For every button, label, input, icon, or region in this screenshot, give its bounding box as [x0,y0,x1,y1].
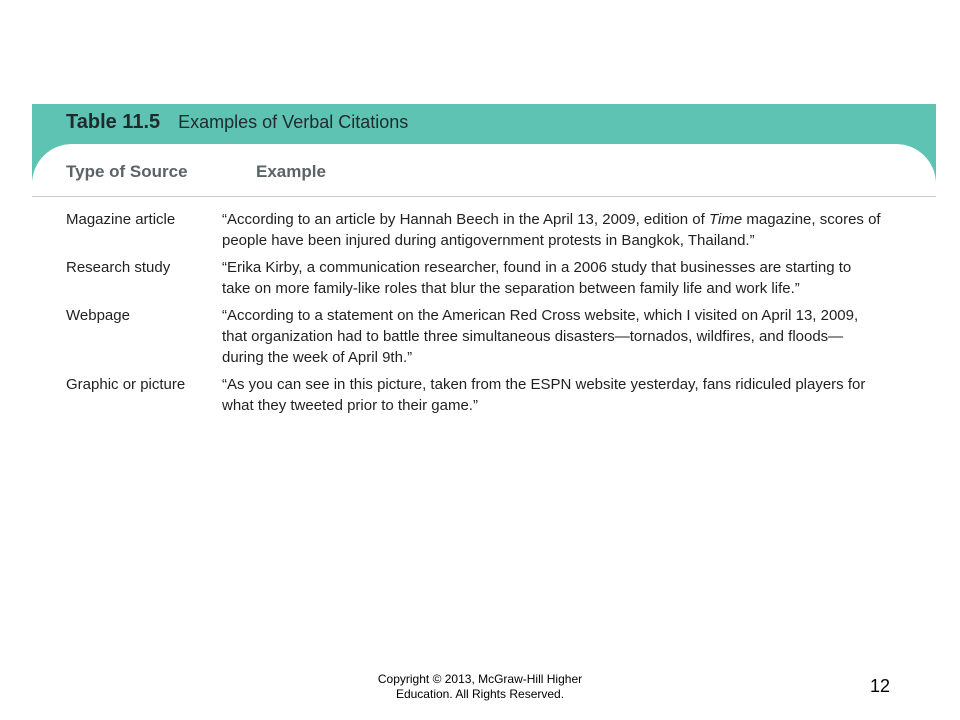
copyright-line: Copyright © 2013, McGraw-Hill Higher [377,672,583,686]
column-header-example: Example [256,162,326,181]
table-number: Table 11.5 [66,111,161,133]
column-header-type: Type of Source [66,162,188,181]
source-type-cell: Graphic or picture [66,376,186,393]
page-number: 12 [870,676,891,696]
example-cell [222,209,882,251]
example-italic-text: Time [708,211,743,228]
table-caption: Examples of Verbal Citations [178,112,409,132]
table-title [66,111,408,141]
table-row [32,374,936,416]
table-row [32,305,936,368]
source-type-cell: Magazine article [66,211,176,228]
source-type-cell: Research study [66,259,171,276]
copyright-notice [330,672,630,702]
table-row [32,209,936,251]
table-body [32,209,936,422]
example-text: “According to an article by Hannah Beech in the April 13, 2009, edition of [222,211,709,228]
example-cell: “According to a statement on the American Red Cross website, which I visited on April 13, 2009, that organization had to battle three simultaneous disasters—tornados, wildfires, and floods—during the week of April 9th.” [222,307,859,366]
example-text: magazine, scores of people have been injured during antigovernment protests in Bangkok, Thailand.” [222,211,881,249]
example-cell: “As you can see in this picture, taken from the ESPN website yesterday, fans ridiculed players for what they tweeted prior to their game.” [222,376,866,414]
header-divider [32,196,936,197]
example-cell: “Erika Kirby, a communication researcher, found in a 2006 study that businesses are starting to take on more family-like roles that blur the separation between family life and work life.” [222,259,852,297]
table-row [32,257,936,299]
copyright-line: Education. All Rights Reserved. [395,687,565,701]
source-type-cell: Webpage [66,307,130,324]
table-figure [32,104,936,422]
